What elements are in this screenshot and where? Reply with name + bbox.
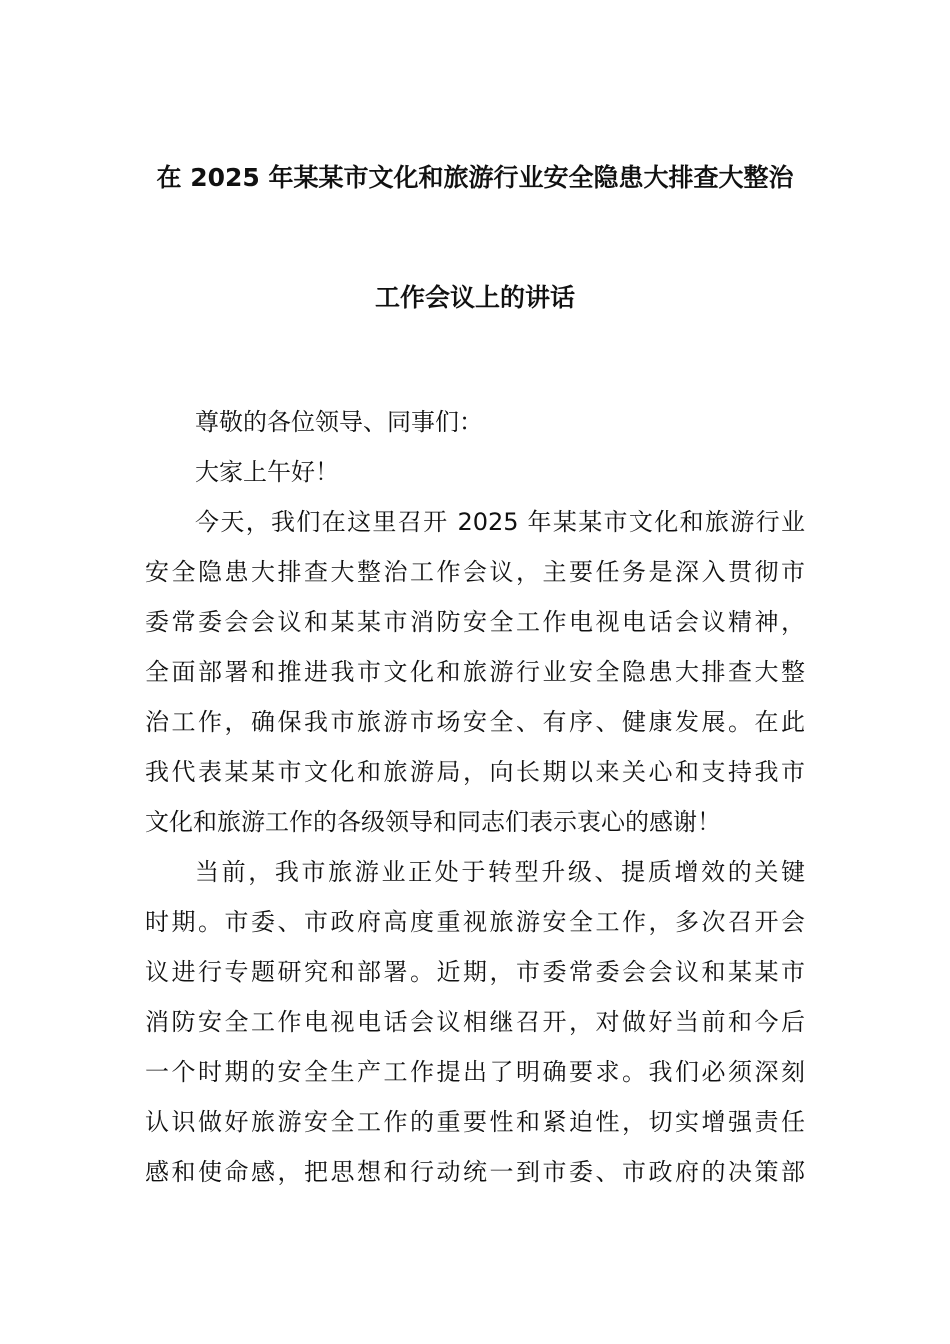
paragraph-line: 我代表某某市文化和旅游局，向长期以来关心和支持我市	[145, 758, 805, 786]
paragraph-line: 全面部署和推进我市文化和旅游行业安全隐患大排查大整	[145, 658, 805, 686]
paragraph-line: 感和使命感，把思想和行动统一到市委、市政府的决策部	[145, 1158, 805, 1186]
paragraph-line: 认识做好旅游安全工作的重要性和紧迫性，切实增强责任	[145, 1108, 805, 1136]
paragraph-line: 文化和旅游工作的各级领导和同志们表示衷心的感谢！	[145, 808, 721, 836]
paragraph-line: 消防安全工作电视电话会议相继召开，对做好当前和今后	[145, 1008, 805, 1036]
paragraph-2	[145, 847, 805, 1197]
paragraph-line: 一个时期的安全生产工作提出了明确要求。我们必须深刻	[145, 1058, 805, 1086]
paragraph-line: 时期。市委、市政府高度重视旅游安全工作，多次召开会	[145, 908, 805, 936]
paragraph-line: 议进行专题研究和部署。近期，市委常委会会议和某某市	[145, 958, 805, 986]
paragraph-line: 治工作，确保我市旅游市场安全、有序、健康发展。在此	[145, 708, 805, 736]
paragraph-line: 当前，我市旅游业正处于转型升级、提质增效的关键	[195, 858, 805, 886]
document-title-line-1: 在 2025 年某某市文化和旅游行业安全隐患大排查大整治	[156, 163, 794, 192]
paragraph-line: 委常委会会议和某某市消防安全工作电视电话会议精神，	[145, 608, 805, 636]
paragraph-1	[145, 497, 805, 847]
salutation-greeting: 尊敬的各位领导、同事们：	[195, 408, 483, 436]
salutation-good-morning: 大家上午好！	[195, 458, 339, 486]
paragraph-line: 安全隐患大排查大整治工作会议，主要任务是深入贯彻市	[145, 558, 805, 586]
paragraph-line: 今天，我们在这里召开 2025 年某某市文化和旅游行业	[195, 508, 805, 536]
document-title-line-2: 工作会议上的讲话	[374, 283, 575, 312]
